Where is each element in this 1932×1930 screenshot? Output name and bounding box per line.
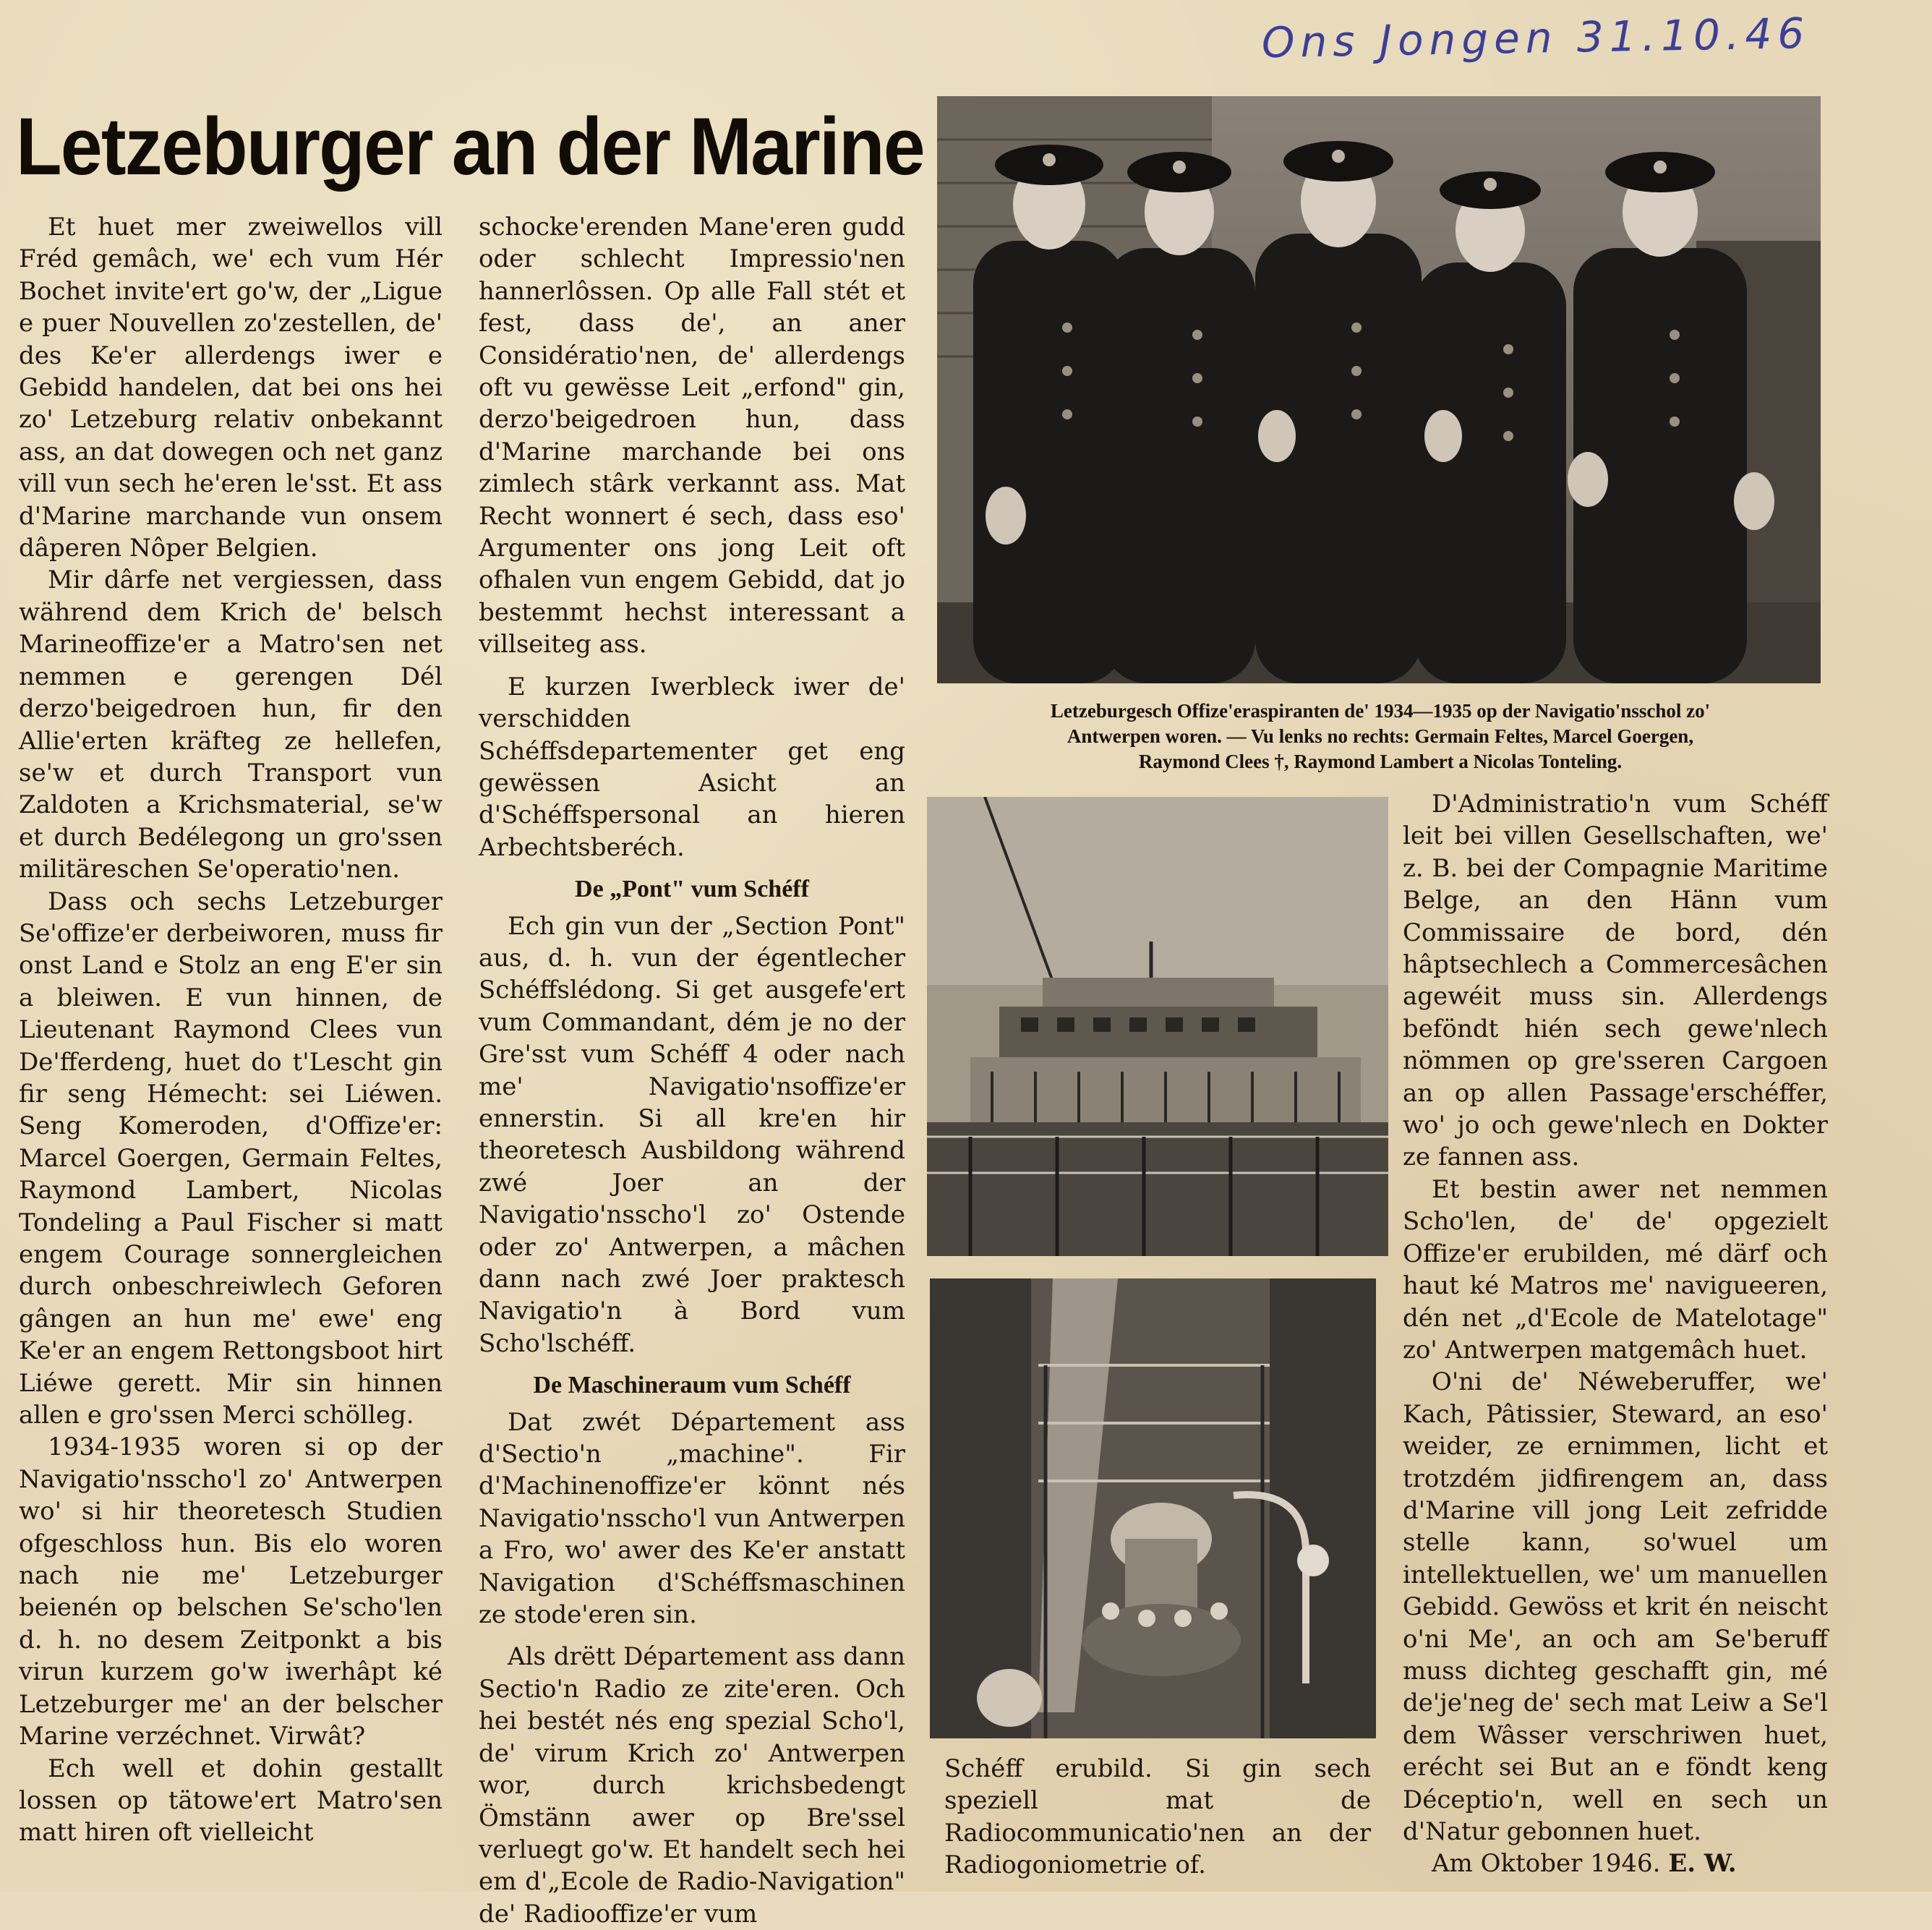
paragraph: 1934-1935 woren si op der Navigatio'nsscho'l zo' Antwerpen wo' si hir theoretesch Studien ofgeschloss hun. Bis elo woren nach nie me' Letzeburger beienén op belschen Se'scho'len d. h. no desem Zeitponkt a bis virun kurzem go'w iwerhâpt ké Letzeburger me' an der belscher Marine verzéchnet. Virwât? <box>19 1432 443 1751</box>
officers-photo-drawing <box>937 96 1821 683</box>
handwritten-note: Ons Jongen 31.10.46 <box>1261 8 1811 68</box>
photo-officers <box>937 96 1821 683</box>
photo-caption <box>940 699 1821 780</box>
column-2-continuation <box>944 1753 1371 1882</box>
photo-engine-room <box>930 1278 1376 1738</box>
signature-date: Am Oktober 1946. <box>1432 1849 1661 1879</box>
column-3 <box>1403 788 1828 1880</box>
paragraph: Dat zwét Département ass d'Sectio'n „machine". Fir d'Machinenoffize'er könnt nés Navigatio'nsscho'l vun Antwerpen a Fro, wo' awer des Ke'er anstatt Navigation d'Schéffsmaschinen ze stode'eren sin. <box>479 1407 905 1630</box>
signature-initials: E. W. <box>1668 1849 1737 1879</box>
paragraph: O'ni de' Néweberuffer, we' Kach, Pâtissier, Steward, an eso' weider, ze ernimmen, licht et trotzdém jidfirengem an, dass d'Marine vill jong Leit zefridde stelle kann, so'wuel um intellektuellen, we' um manuellen Gebidd. Gewöss et krit én neischt o'ni Me', an och am Se'beruff muss dichteg geschafft gin, mé de'je'neg de' sech mat Leiw a Se'l dem Wâsser verschriwen huet, erécht sei But an e föndt keng Déceptio'n, well en sech un d'Natur gebonnen huet. <box>1403 1367 1828 1846</box>
paragraph: Dass och sechs Letzeburger Se'offize'er derbeiworen, muss fir onst Land e Stolz an eng E'er sin a bleiwen. E vun hinnen, de Lieutenant Raymond Clees vun De'fferdeng, huet do t'Lescht gin fir seng Hémecht: sei Liéwen. Seng Komeroden, d'Offize'er: Marcel Goergen, Germain Feltes, Raymond Lambert, Nicolas Tondeling a Paul Fischer si matt engem Courage sonnergleichen durch onbeschreiwlech Geforen gângen an hun me' ewe' eng Ke'er an engem Rettongsboot hirt Liéwe gerett. Mir sin hinnen allen e gro'ssen Merci schölleg. <box>19 887 443 1430</box>
signature-line <box>1403 1848 1828 1879</box>
spacer <box>479 1631 905 1641</box>
column-1 <box>19 211 443 1849</box>
caption-line: Letzeburgesch Offize'eraspiranten de' 1934—1935 op der Navigatio'nsschol zo' <box>1050 700 1711 722</box>
paragraph: Mir dârfe net vergiessen, dass während dem Krich de' belsch Marineoffize'er a Matro'sen net nemmen e gerengen Dél derzo'beigedroen hun, fir den Allie'erten kräfteg ze hellefen, se'w et durch Transport vun Zaldoten a Krichsmaterial, se'w et durch Bedélegong un gro'ssen militäreschen Se'operatio'nen. <box>19 565 443 884</box>
paragraph: Als drëtt Département ass dann Sectio'n Radio ze zite'eren. Och hei bestét nés eng spezial Scho'l, de' virum Krich zo' Antwerpen wor, durch krichsbedengt Ömstänn awer op Bre'ssel verluegt go'w. Et handelt sech hei em d'„Ecole de Radio-Navigation" de' Radiooffize'er vum <box>479 1642 905 1929</box>
spacer <box>479 661 905 671</box>
section-heading-pont: De „Pont" vum Schéff <box>575 876 809 903</box>
engine-room-drawing <box>930 1278 1376 1738</box>
caption-line: Antwerpen woren. — Vu lenks no rechts: Germain Feltes, Marcel Goergen, <box>1067 725 1694 747</box>
article-headline: Letzeburger an der Marine <box>16 101 924 192</box>
paragraph: Et huet mer zweiwellos vill Fréd gemâch, we' ech vum Hér Bochet invite'ert go'w, der „Ligue e puer Nouvellen zo'zestellen, de' des Ke'er allerdengs iwer e Gebidd handelen, dat bei ons hei zo' Letzeburg relativ onbekannt ass, an dat dowegen och net ganz vill vun sech he'eren le'sst. Et ass d'Marine marchande vun onsem dâperen Nôper Belgien. <box>19 213 443 563</box>
paragraph: Ech gin vun der „Section Pont" aus, d. h. vun der égentlecher Schéffslédong. Si get ausgefe'ert vum Commandant, dém je no der Gre'sst vum Schéff 4 oder nach me' Navigatio'nsoffize'er ennerstin. Si all kre'en hir theoretesch Ausbildong während zwé Joer an der Navigatio'nsscho'l zo' Ostende oder zo' Antwerpen, a mâchen dann nach zwé Joer praktesch Navigatio'n à Bord vum Scho'lschéff. <box>479 911 905 1358</box>
paragraph: Ech well et dohin gestallt lossen op tätowe'ert Matro'sen matt hiren oft vielleicht <box>19 1754 443 1848</box>
paragraph: schocke'erenden Mane'eren gudd oder schlecht Impressio'nen hannerlôssen. Op alle Fall stét et fest, dass de', an aner Considératio'nen, de' allerdengs oft vu gewësse Leit „erfond" gin, derzo'beigedroen hun, dass d'Marine marchande bei ons zimlech stârk verkannt ass. Mat Recht wonnert é sech, dass eso' Argumenter ons jong Leit oft ofhalen vun engem Gebidd, dat jo bestemmt hechst interessant a villseiteg ass. <box>479 213 905 659</box>
section-heading-maschineraum: De Maschineraum vum Schéff <box>533 1372 851 1399</box>
photo-ship-deck <box>927 797 1388 1256</box>
ship-deck-drawing <box>927 797 1388 1256</box>
paragraph: E kurzen Iwerbleck iwer de' verschidden Schéffsdepartementer get eng gewëssen Asicht an d'Schéffspersonal an hieren Arbechtsberéch. <box>479 672 905 862</box>
paragraph: D'Administratio'n vum Schéff leit bei villen Gesellschaften, we' z. B. bei der Compagnie Maritime Belge, an den Hänn vum Commissaire de bord, dén hâptsechlech a Commercesâchen agewéit muss sin. Allerdengs beföndt hién sech gewe'nlech nömmen op gre'sseren Cargoen an op allen Passage'erschéffer, wo' jo och gewe'nlech en Dokter ze fannen ass. <box>1403 790 1828 1172</box>
paragraph: Et bestin awer net nemmen Scho'len, de' de' opgezielt Offize'er erubilden, mé därf och haut ké Matros me' navigueeren, dén net „d'Ecole de Matelotage" zo' Antwerpen matgemâch huet. <box>1403 1174 1828 1365</box>
caption-line: Raymond Clees †, Raymond Lambert a Nicolas Tonteling. <box>1138 751 1623 772</box>
paragraph: Schéff erubild. Si gin sech speziell mat de Radiocommunicatio'nen an der Radiogoniometrie of. <box>944 1754 1371 1880</box>
column-2 <box>479 211 905 1930</box>
